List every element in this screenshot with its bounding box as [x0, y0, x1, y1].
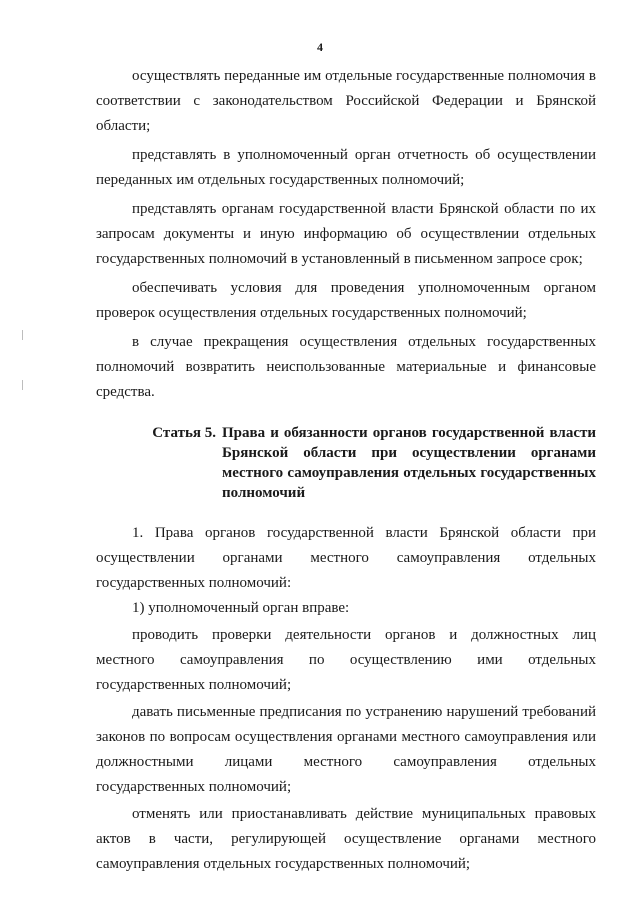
- paragraph: осуществлять переданные им отдельные государственные полномочия в соответствии с законодательством Российской Федерации и Брянской области;: [96, 68, 596, 134]
- paragraph: представлять органам государственной власти Брянской области по их запросам документы и иную информацию об осуществлении отдельных государственных полномочий в установленный в письменном запросе срок;: [96, 201, 596, 267]
- paragraph: обеспечивать условия для проведения уполномоченным органом проверок осуществления отдельных государственных полномочий;: [96, 280, 596, 321]
- paragraph: представлять в уполномоченный орган отчетность об осуществлении переданных им отдельных государственных полномочий;: [96, 147, 596, 188]
- subitem: 1) уполномоченный орган вправе:: [132, 600, 350, 616]
- numbered-item: 1. Права органов государственной власти Брянской области при осуществлении органами местного самоуправления отдельных государственных полномочий:: [96, 525, 596, 591]
- list-paragraph: проводить проверки деятельности органов и должностных лиц местного самоуправления по осуществлению ими отдельных государственных полномочий;: [96, 627, 596, 693]
- margin-mark: [22, 330, 23, 340]
- margin-mark: [22, 380, 23, 390]
- document-body: [96, 64, 596, 877]
- article-number: Статья 5.: [152, 425, 216, 441]
- paragraph: в случае прекращения осуществления отдельных государственных полномочий возвратить неиспользованные материальные и финансовые средства.: [96, 334, 596, 400]
- article-title: Права и обязанности органов государственной власти Брянской области при осуществлении органами местного самоуправления отдельных государственных полномочий: [222, 425, 596, 501]
- page-number: 4: [317, 40, 323, 54]
- list-paragraph: отменять или приостанавливать действие муниципальных правовых актов в части, регулирующей осуществление органами местного самоуправления отдельных государственных полномочий;: [96, 806, 596, 872]
- article-heading: [96, 423, 596, 503]
- list-paragraph: давать письменные предписания по устранению нарушений требований законов по вопросам осуществления органами местного самоуправления или должностными лицами местного самоуправления отдельных государственных полномочий;: [96, 704, 596, 795]
